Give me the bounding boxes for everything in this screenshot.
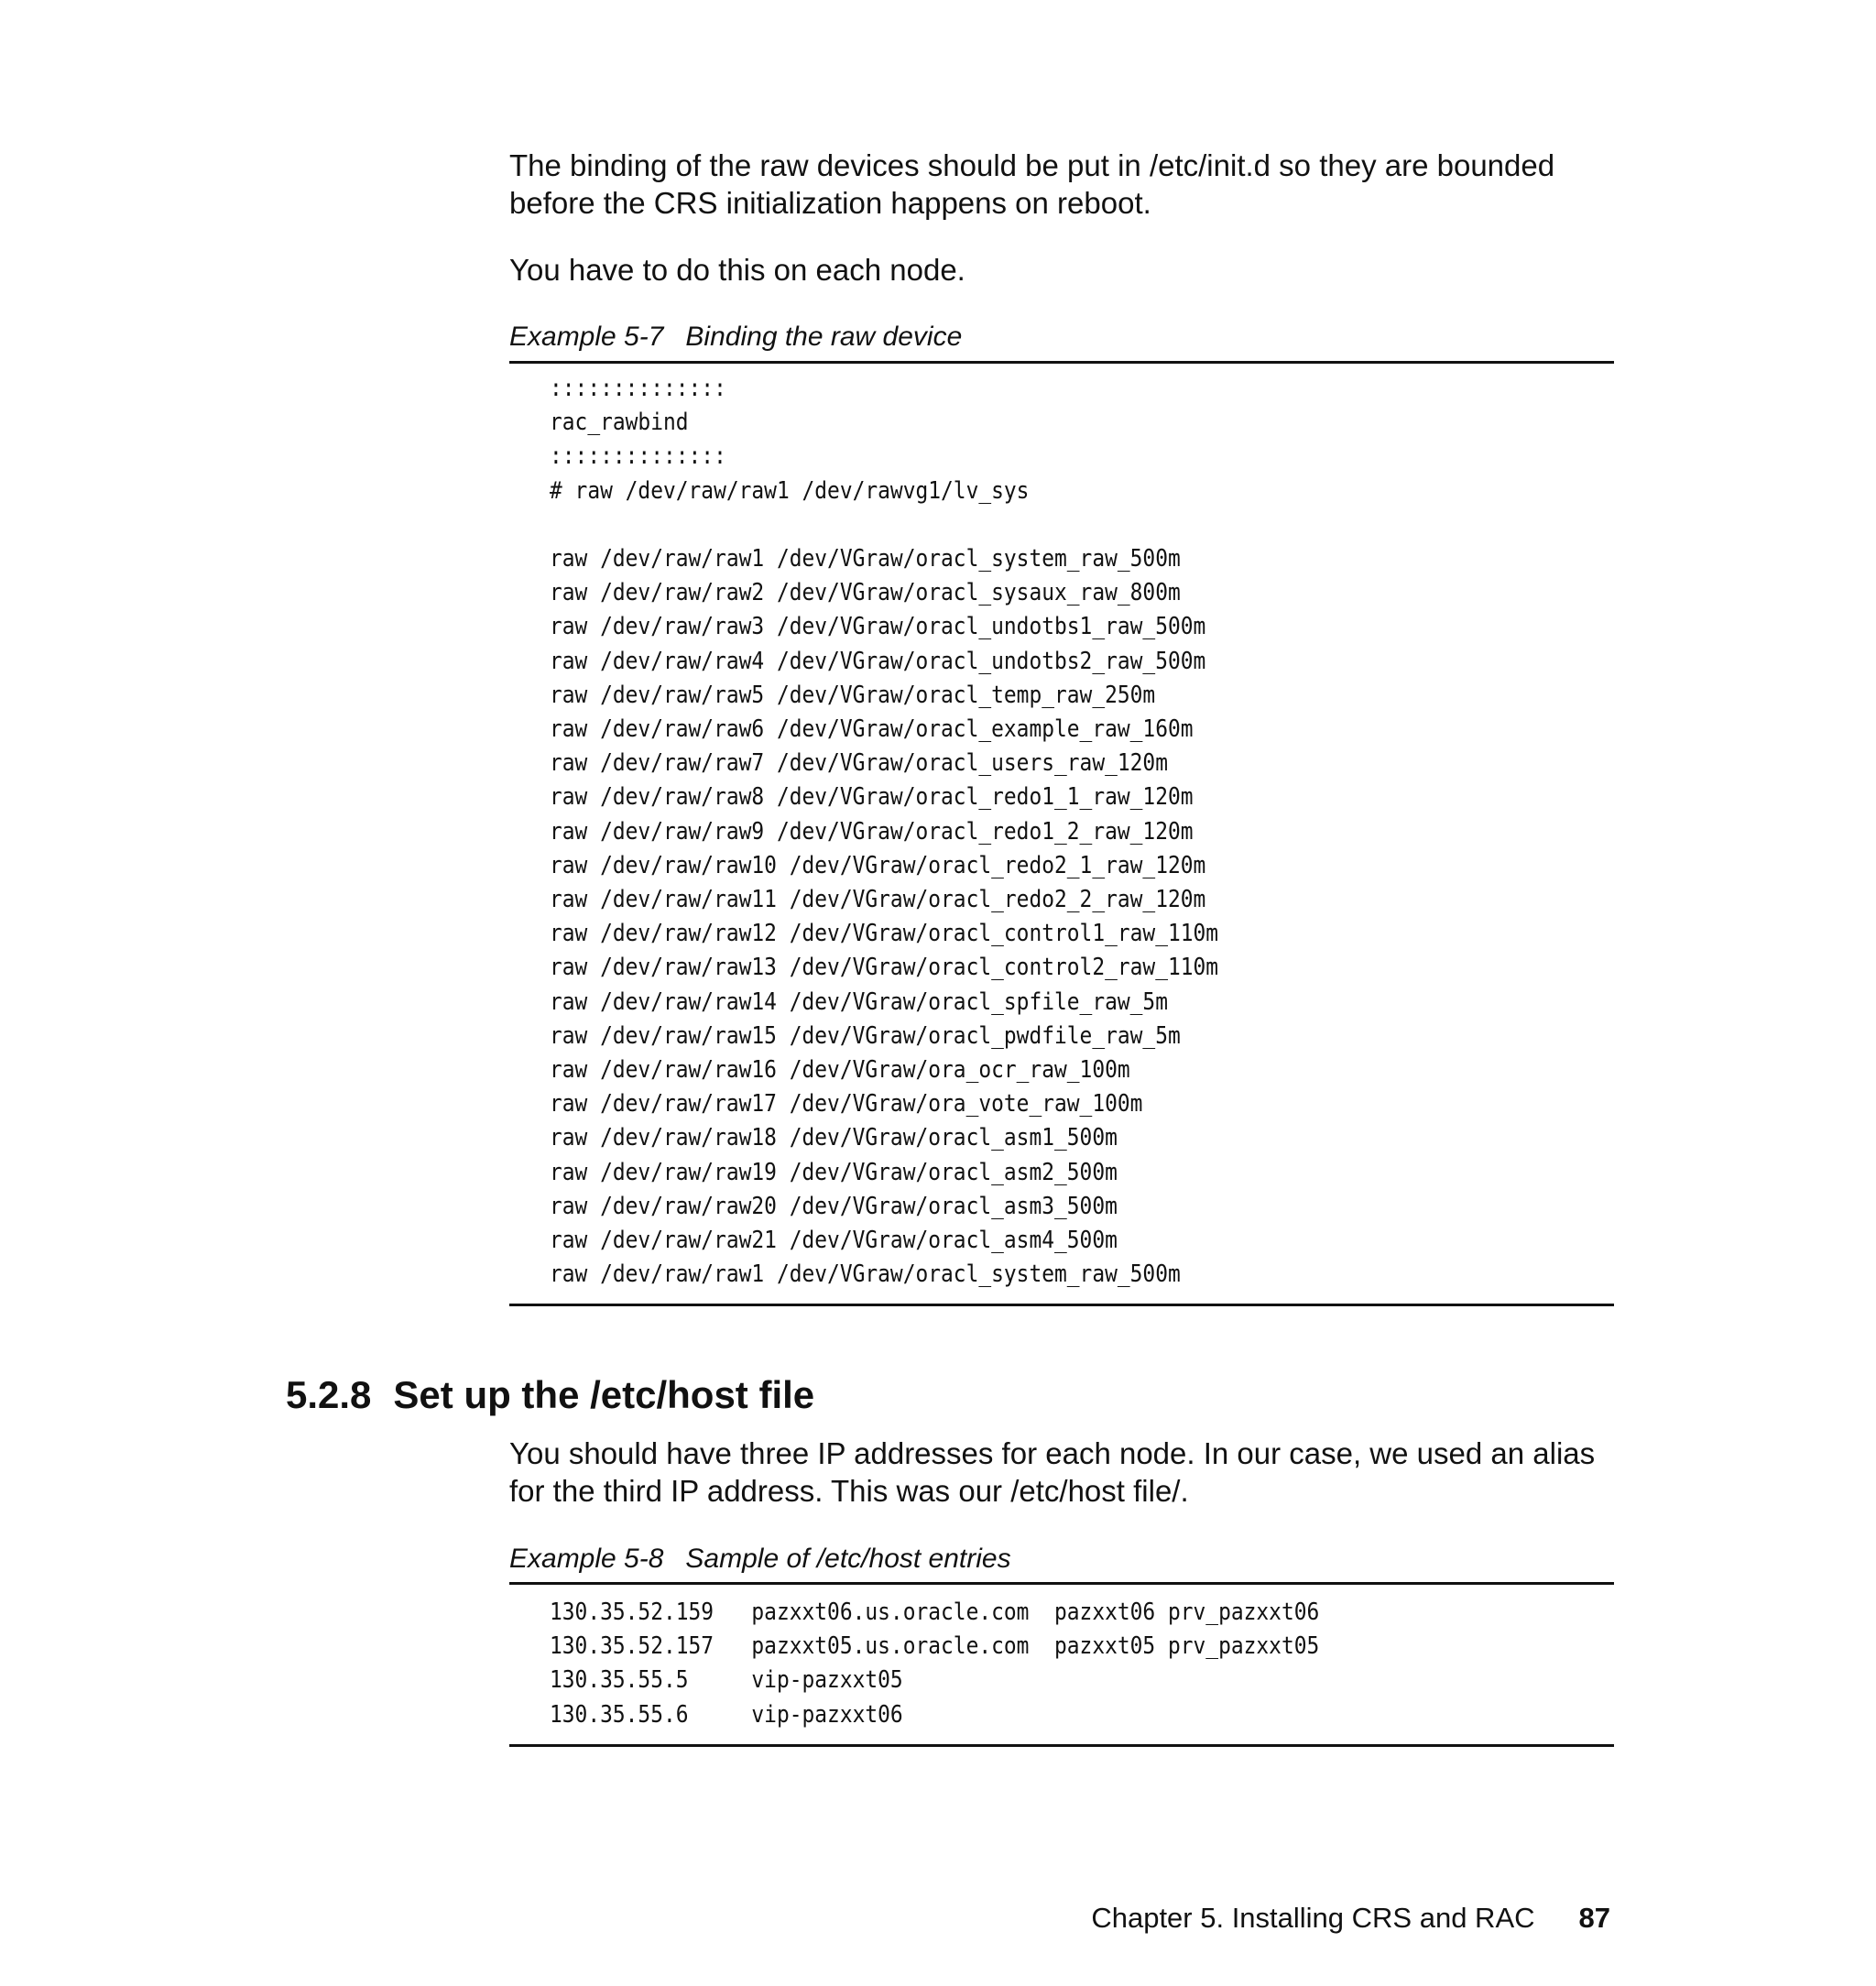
example-5-7-code (509, 372, 1481, 1292)
code-line: raw /dev/raw/raw9 /dev/VGraw/oracl_redo1_2_raw_120m (550, 817, 1194, 846)
code-line: # raw /dev/raw/raw1 /dev/rawvg1/lv_sys (550, 476, 1030, 505)
intro-paragraph-1: The binding of the raw devices should be put in /etc/init.d so they are bounded before the CRS initialization happens on reboot. (509, 148, 1555, 220)
code-line: raw /dev/raw/raw14 /dev/VGraw/oracl_spfile_raw_5m (550, 988, 1168, 1016)
code-line: raw /dev/raw/raw1 /dev/VGraw/oracl_system_raw_500m (550, 545, 1181, 573)
section-heading (286, 1372, 814, 1418)
section-title: Set up the /etc/host file (393, 1373, 815, 1416)
code-line: raw /dev/raw/raw10 /dev/VGraw/oracl_redo2_1_raw_120m (550, 851, 1206, 879)
code-line: rac_rawbind (550, 409, 689, 437)
intro-section (509, 147, 1614, 289)
section-number: 5.2.8 (286, 1373, 372, 1416)
code-line: :::::::::::::: (550, 375, 726, 402)
code-line: raw /dev/raw/raw17 /dev/VGraw/ora_vote_raw_100m (550, 1090, 1143, 1118)
example-5-7-title: Binding the raw device (685, 322, 963, 352)
code-line: raw /dev/raw/raw5 /dev/VGraw/oracl_temp_raw_250m (550, 681, 1156, 709)
code-line: 130.35.52.157 pazxxt05.us.oracle.com pazxxt05 prv_pazxxt05 (550, 1632, 1320, 1661)
section-body (509, 1435, 1614, 1510)
code-line: raw /dev/raw/raw3 /dev/VGraw/oracl_undotbs1_raw_500m (550, 613, 1206, 641)
example-5-7-code-box (509, 361, 1614, 1306)
code-line: raw /dev/raw/raw13 /dev/VGraw/oracl_control2_raw_110m (550, 954, 1219, 982)
code-line: raw /dev/raw/raw19 /dev/VGraw/oracl_asm2_500m (550, 1158, 1118, 1186)
example-5-8-code-box (509, 1582, 1614, 1747)
page-number: 87 (1578, 1902, 1610, 1934)
code-line: 130.35.52.159 pazxxt06.us.oracle.com pazxxt06 prv_pazxxt06 (550, 1599, 1320, 1626)
code-line: raw /dev/raw/raw20 /dev/VGraw/oracl_asm3_500m (550, 1192, 1118, 1220)
code-line: raw /dev/raw/raw12 /dev/VGraw/oracl_control1_raw_110m (550, 920, 1219, 948)
code-line: raw /dev/raw/raw7 /dev/VGraw/oracl_users_raw_120m (550, 749, 1168, 778)
section-paragraph: You should have three IP addresses for each node. In our case, we used an alias for the third IP address. This was our /etc/host file/. (509, 1436, 1596, 1508)
code-line: raw /dev/raw/raw18 /dev/VGraw/oracl_asm1_500m (550, 1124, 1118, 1152)
code-line: raw /dev/raw/raw1 /dev/VGraw/oracl_system_raw_500m (550, 1260, 1181, 1289)
example-5-7-number: Example 5-7 (509, 322, 664, 352)
example-5-7-caption (509, 321, 1614, 354)
page-footer (1091, 1902, 1610, 1935)
code-line: :::::::::::::: (550, 442, 726, 471)
code-line: raw /dev/raw/raw6 /dev/VGraw/oracl_example_raw_160m (550, 715, 1194, 744)
example-5-8-title: Sample of /etc/host entries (685, 1544, 1011, 1574)
footer-chapter: Chapter 5. Installing CRS and RAC (1091, 1902, 1535, 1934)
code-line: raw /dev/raw/raw8 /dev/VGraw/oracl_redo1_1_raw_120m (550, 783, 1194, 812)
example-5-8-code (509, 1596, 1481, 1732)
code-line: raw /dev/raw/raw15 /dev/VGraw/oracl_pwdfile_raw_5m (550, 1021, 1181, 1050)
code-line: raw /dev/raw/raw2 /dev/VGraw/oracl_sysaux_raw_800m (550, 579, 1181, 607)
code-line: raw /dev/raw/raw4 /dev/VGraw/oracl_undotbs2_raw_500m (550, 647, 1206, 675)
code-line: raw /dev/raw/raw16 /dev/VGraw/ora_ocr_raw_100m (550, 1056, 1130, 1085)
code-line: 130.35.55.6 vip-pazxxt06 (550, 1700, 903, 1729)
example-5-8-caption (509, 1543, 1614, 1576)
intro-paragraph-2: You have to do this on each node. (509, 253, 965, 287)
code-line: raw /dev/raw/raw11 /dev/VGraw/oracl_redo2_2_raw_120m (550, 886, 1206, 914)
code-line: raw /dev/raw/raw21 /dev/VGraw/oracl_asm4_500m (550, 1227, 1118, 1255)
code-line: 130.35.55.5 vip-pazxxt05 (550, 1666, 903, 1695)
example-5-8-number: Example 5-8 (509, 1544, 664, 1574)
